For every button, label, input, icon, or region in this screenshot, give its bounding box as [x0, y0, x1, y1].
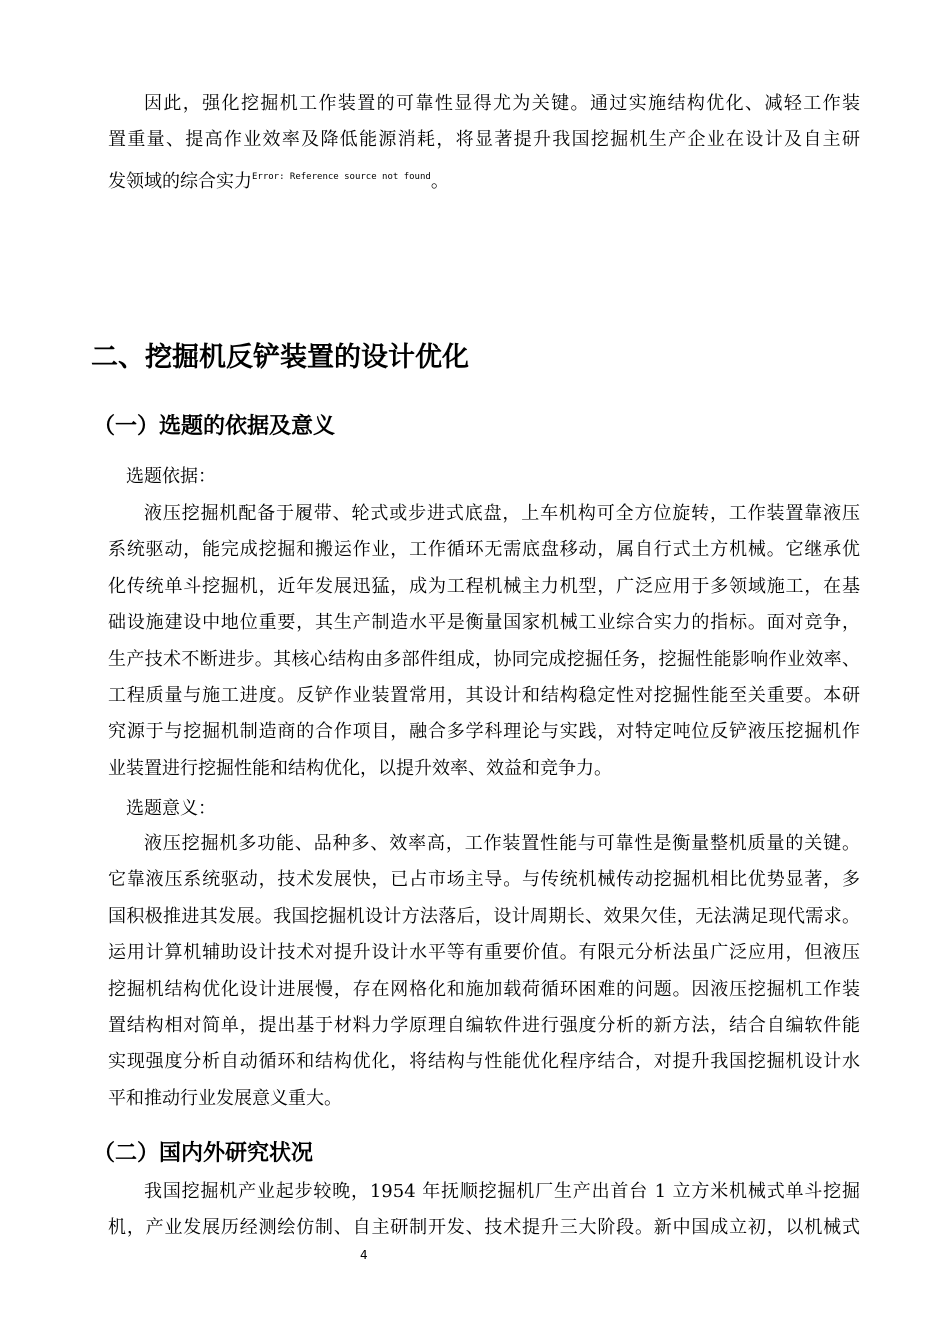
chapter-title: 二、挖掘机反铲装置的设计优化 — [91, 342, 469, 373]
text-line: 平和推动行业发展意义重大。 — [108, 1087, 342, 1109]
text-line: 业装置进行挖掘性能和结构优化，以提升效率、效益和竞争力。 — [108, 757, 612, 779]
text-line: 生产技术不断进步。其核心结构由多部件组成，协同完成挖掘任务，挖掘性能影响作业效率、 — [108, 648, 860, 670]
text-line: 它靠液压系统驱动，技术发展快，已占市场主导。与传统机械传动挖掘机相比优势显著，多 — [108, 869, 860, 891]
intro-paragraph — [108, 86, 860, 200]
text-line: 因此，强化挖掘机工作装置的可靠性显得尤为关键。通过实施结构优化、减轻工作装 — [144, 93, 860, 114]
text-line: 系统驱动，能完成挖掘和搬运作业，工作循环无需底盘移动，属自行式土方机械。它继承优 — [108, 539, 860, 561]
text-line: 置重量、提高作业效率及降低能源消耗，将显著提升我国挖掘机生产企业在设计及自主研 — [108, 129, 860, 151]
text-line: 究源于与挖掘机制造商的合作项目，融合多学科理论与实践，对特定吨位反铲液压挖掘机作 — [108, 721, 860, 743]
text-line — [108, 159, 860, 200]
significance-paragraph — [108, 826, 860, 1117]
basis-paragraph — [108, 496, 860, 787]
text-line: 化传统单斗挖掘机，近年发展迅猛，成为工程机械主力机型，广泛应用于多领域施工，在基 — [108, 575, 860, 597]
text-line: 我国挖掘机产业起步较晚，1954 年抚顺挖掘机厂生产出首台 1 立方米机械式单斗挖掘 — [144, 1181, 860, 1202]
text-line: 实现强度分析自动循环和结构优化，将结构与性能优化程序结合，对提升我国挖掘机设计水 — [108, 1051, 860, 1073]
text-line: 置结构相对简单，提出基于材料力学原理自编软件进行强度分析的新方法，结合自编软件能 — [108, 1015, 860, 1037]
text-line-content: 发领域的综合实力 — [108, 170, 252, 192]
research-paragraph — [108, 1174, 860, 1247]
significance-label: 选题意义： — [126, 798, 216, 819]
sentence-end: 。 — [430, 170, 449, 192]
text-line: 工程质量与施工进度。反铲作业装置常用，其设计和结构稳定性对挖掘性能至关重要。本研 — [108, 685, 860, 707]
text-line: 挖掘机结构优化设计进展慢，存在网格化和施加载荷循环困难的问题。因液压挖掘机工作装 — [108, 978, 860, 1000]
text-line: 液压挖掘机配备于履带、轮式或步进式底盘，上车机构可全方位旋转，工作装置靠液压 — [144, 503, 860, 524]
page-number: 4 — [360, 1248, 368, 1262]
section-title-2: （二）国内外研究状况 — [93, 1141, 314, 1166]
text-line: 液压挖掘机多功能、品种多、效率高，工作装置性能与可靠性是衡量整机质量的关键。 — [144, 833, 860, 854]
text-line: 机，产业发展历经测绘仿制、自主研制开发、技术提升三大阶段。新中国成立初，以机械式 — [108, 1217, 860, 1239]
basis-label: 选题依据： — [126, 466, 216, 487]
text-line: 础设施建设中地位重要，其生产制造水平是衡量国家机械工业综合实力的指标。面对竞争， — [108, 612, 860, 634]
reference-error: Error: Reference source not found — [252, 171, 431, 182]
section-title-1: （一）选题的依据及意义 — [93, 414, 336, 439]
text-line: 运用计算机辅助设计技术对提升设计水平等有重要价值。有限元分析法虽广泛应用，但液压 — [108, 942, 860, 964]
text-line: 国积极推进其发展。我国挖掘机设计方法落后，设计周期长、效果欠佳，无法满足现代需求。 — [108, 905, 860, 927]
